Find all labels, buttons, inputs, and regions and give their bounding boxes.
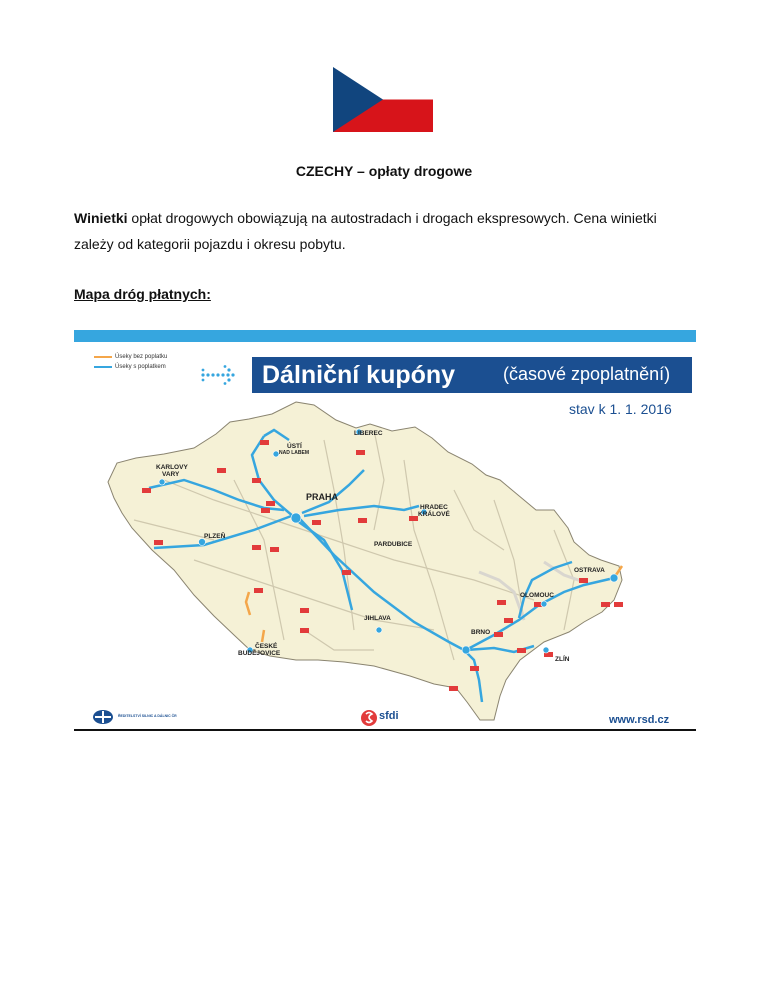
rsd-logo-text: ŘEDITELSTVÍ SILNIC A DÁLNIC ČR: [118, 714, 177, 718]
legend-toll: Úseky s poplatkem: [94, 362, 167, 372]
city-brno: BRNO: [471, 629, 491, 636]
city-ceske-2: BUDĚJOVICE: [238, 650, 281, 657]
banner-subtitle: (časové zpoplatnění): [503, 364, 671, 384]
city-karlovy-2: VARY: [162, 471, 180, 478]
city-zlin: ZLÍN: [555, 656, 570, 663]
city-hradec-2: KRÁLOVÉ: [418, 511, 450, 518]
city-praha: PRAHA: [306, 492, 339, 502]
rsd-logo-icon: [92, 709, 114, 725]
map-bottom-line: [74, 729, 696, 731]
city-plzen: PLZEŇ: [204, 533, 226, 540]
city-usti-2: NAD LABEM: [279, 450, 309, 456]
city-usti: ÚSTÍ: [287, 443, 302, 450]
city-ceske: ČESKÉ: [255, 643, 278, 650]
city-liberec: LIBEREC: [354, 430, 383, 437]
czech-flag-icon: [333, 67, 433, 132]
intro-bold: Winietki: [74, 210, 128, 226]
city-hradec: HRADEC: [420, 504, 448, 511]
banner-title: Dálniční kupóny: [262, 361, 456, 389]
city-olomouc: OLOMOUC: [520, 592, 554, 599]
page-title: CZECHY – opłaty drogowe: [295, 163, 473, 179]
czech-road-map: [74, 330, 696, 732]
city-ostrava: OSTRAVA: [574, 567, 605, 574]
rsd-url: www.rsd.cz: [609, 714, 670, 726]
city-pardubice: PARDUBICE: [374, 541, 413, 548]
map-status-date: stav k 1. 1. 2016: [569, 401, 672, 417]
toll-map: [74, 330, 696, 732]
legend-free: Úseky bez poplatku: [94, 352, 167, 362]
map-label: Mapa dróg płatnych:: [74, 286, 211, 302]
sfdi-text: sfdi: [379, 710, 399, 722]
intro-text: opłat drogowych obowiązują na autostradach i drogach ekspresowych. Cena winietki zależy od kategorii pojazdu i okresu pobytu.: [74, 210, 657, 252]
intro-paragraph: [74, 205, 694, 257]
city-karlovy: KARLOVY: [156, 464, 188, 471]
city-jihlava: JIHLAVA: [364, 615, 391, 622]
